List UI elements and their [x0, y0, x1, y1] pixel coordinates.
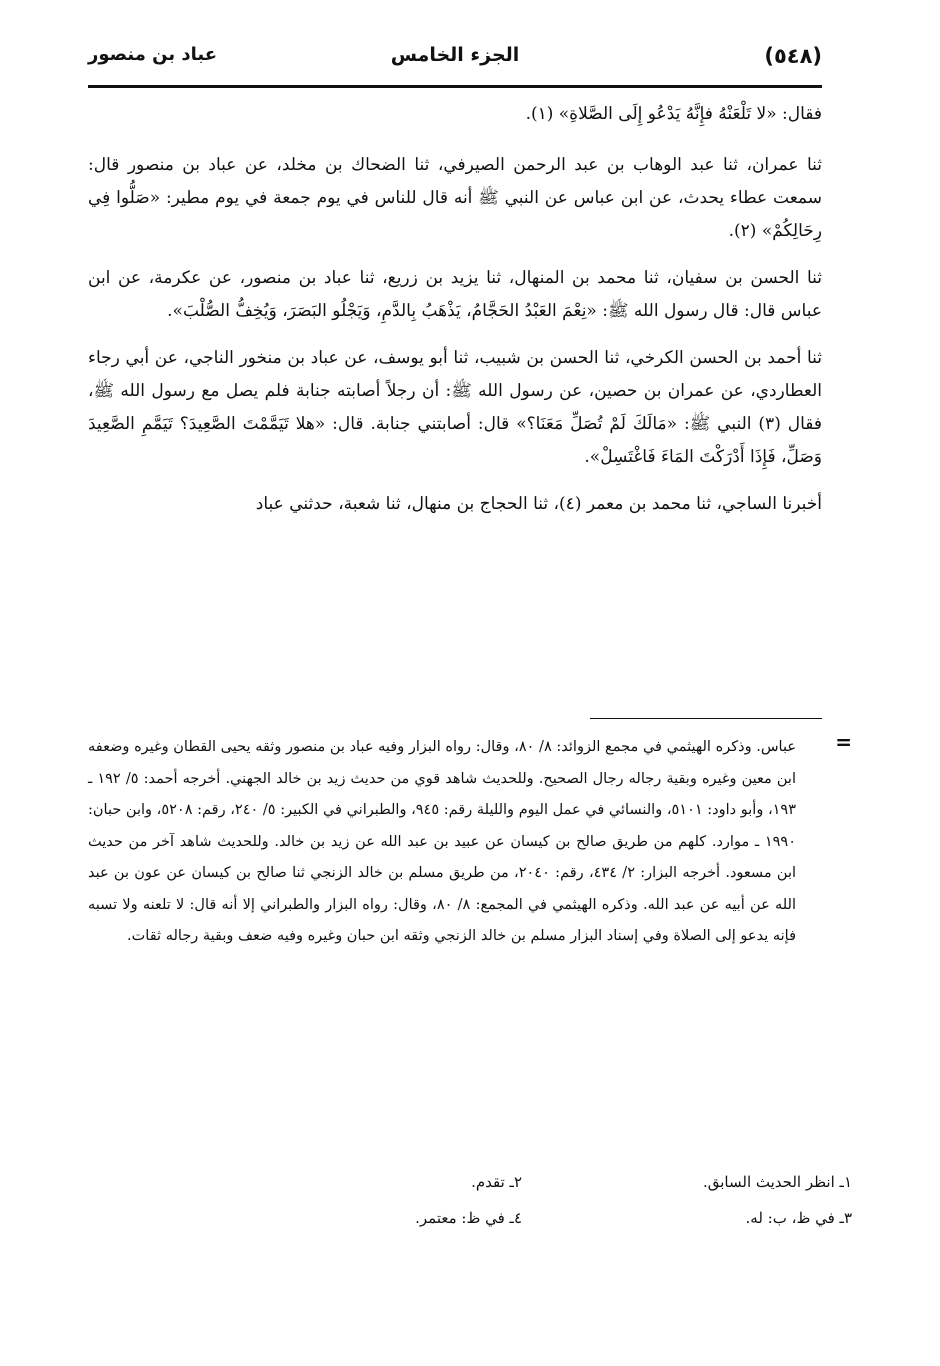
footnote-4: ٤ـ في ظ: معتمر.	[415, 1209, 522, 1227]
paragraph-2: ثنا عمران، ثنا عبد الوهاب بن عبد الرحمن الصيرفي، ثنا الضحاك بن مخلد، عن عباد بن منصور قال: سمعت عطاء يحدث، عن ابن عباس عن النبي ﷺ أنه قال للناس في يوم جمعة في يوم مطير: «صَلُّوا فِي رِحَالِكُمْ» (٢).	[88, 155, 822, 241]
footnote-2: ٢ـ تقدم.	[471, 1173, 522, 1191]
paragraph-3: ثنا الحسن بن سفيان، ثنا محمد بن المنهال، ثنا يزيد بن زريع، ثنا عباد بن منصور، عن عكرمة، عن ابن عباس قال: قال رسول الله ﷺ: «نِعْمَ العَبْدُ الحَجَّامُ، يَذْهَبُ بِالدَّمِ، وَيَجْلُو البَصَرَ، وَيُخِفُّ الصُّلْبَ».	[88, 268, 822, 321]
paragraph-1: فقال: «لا تَلْعَنْهُ فإِنَّهُ يَدْعُو إِلَى الصَّلاةِ» (١).	[525, 104, 822, 124]
footnote-continuation	[88, 732, 796, 953]
footnote-separator	[590, 718, 822, 719]
header-rule	[88, 85, 822, 88]
page-header	[88, 40, 822, 80]
footnote-row	[118, 1200, 852, 1236]
paragraph-5: أخبرنا الساجي، ثنا محمد بن معمر (٤)، ثنا الحجاج بن منهال، ثنا شعبة، حدثني عباد	[255, 494, 822, 514]
footnote-continuation-text: عباس. وذكره الهيثمي في مجمع الزوائد: ٨/ ٨٠، وقال: رواه البزار وفيه عباد بن منصور وثقه يحيى القطان وغيره وضعفه ابن معين وغيره وبقية رجاله رجال الصحيح. وللحديث شاهد قوي من حديث زيد بن خالد الجهني. أخرجه أحمد: ٥/ ١٩٢ ـ ١٩٣، وأبو داود: ٥١٠١، والنسائي في عمل اليوم والليلة رقم: ٩٤٥، والطبراني في الكبير: ٥/ ٢٤٠، رقم: ٥٢٠٨، وابن حبان: ١٩٩٠ ـ موارد. كلهم من طريق صالح بن كيسان عن عبيد بن عبد الله عن زيد بن خالد. وللحديث شاهد آخر من حديث ابن مسعود. أخرجه البزار: ٢/ ٤٣٤، رقم: ٢٠٤٠، من طريق مسلم بن خالد الزنجي ثنا صالح بن كيسان عن عون بن عبد الله عن أبيه عن عبد الله. وذكره الهيثمي في المجمع: ٨/ ٨٠، وقال: رواه البزار والطبراني إلا أنه قال: لا تلعنه ولا تسبه فإنه يدعو إلى الصلاة وفي إسناد البزار مسلم بن خالد الزنجي وثقه ابن حبان وغيره وفيه ضعف وبقية رجاله ثقات.	[88, 739, 797, 944]
footnote-1: ١ـ انظر الحديث السابق.	[702, 1173, 852, 1191]
footnote-row	[118, 1164, 852, 1200]
main-text	[88, 98, 822, 535]
page-number: (٥٤٨)	[764, 44, 822, 68]
paragraph-4: ثنا أحمد بن الحسن الكرخي، ثنا الحسن بن شبيب، ثنا أبو يوسف، عن عباد بن منخور الناجي، عن أبي رجاء العطاردي، عن عمران بن حصين، عن رسول الله ﷺ: أن رجلاً أصابته جنابة فلم يصل مع رسول الله ﷺ، فقال (٣) النبي ﷺ: «مَالَكَ لَمْ تُصَلِّ مَعَنَا؟» قال: أصابتني جنابة. قال: «هلا تَيَمَّمْتَ الصَّعِيدَ؟ تَيَمَّمِ الصَّعِيدَ وَصَلِّ، فَإِذَا أَدْرَكْتَ المَاءَ فَاغْتَسِلْ».	[88, 348, 823, 467]
volume-title: الجزء الخامس	[390, 44, 520, 66]
footnote-continuation-marker: =	[835, 730, 852, 754]
running-title: عباد بن منصور	[88, 44, 218, 65]
footnote-3: ٣ـ في ظ، ب: له.	[745, 1209, 852, 1227]
footnote-list	[118, 1164, 852, 1236]
